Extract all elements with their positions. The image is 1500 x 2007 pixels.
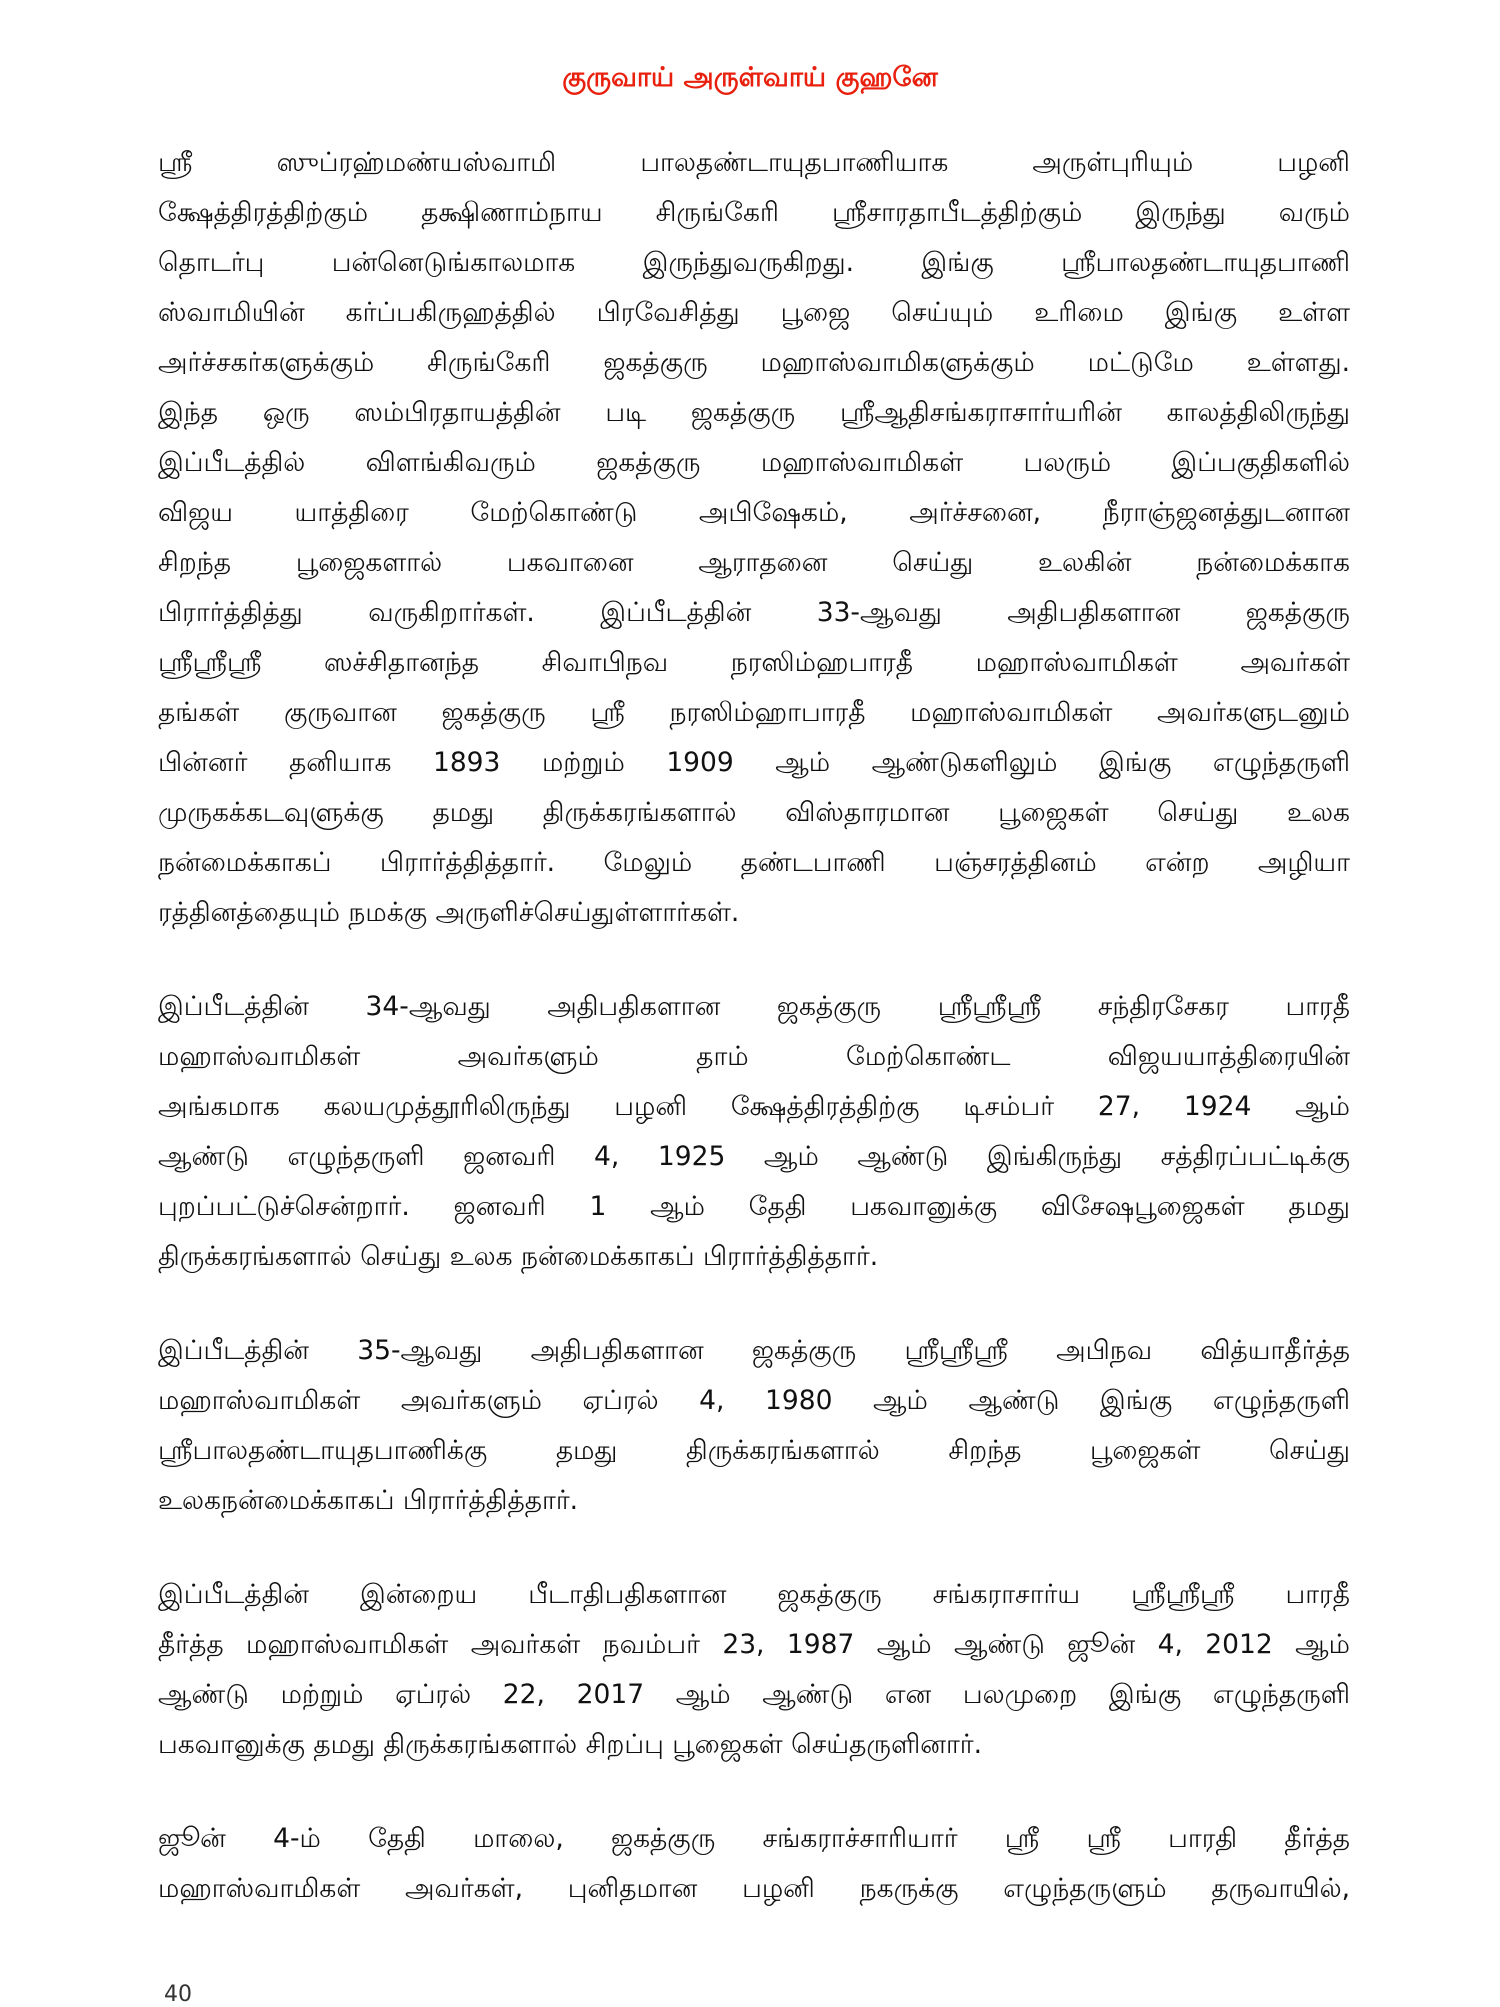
text-line: இப்பீடத்தின் இன்றைய பீடாதிபதிகளான ஜகத்குரு சங்கராசார்ய ஸ்ரீஸ்ரீஸ்ரீ பாரதீ — [158, 1579, 1350, 1610]
text-line: மஹாஸ்வாமிகள் அவர்களும் ஏப்ரல் 4, 1980 ஆம் ஆண்டு இங்கு எழுந்தருளி — [158, 1385, 1350, 1416]
text-line: இப்பீடத்தின் 35-ஆவது அதிபதிகளான ஜகத்குரு ஸ்ரீஸ்ரீஸ்ரீ அபிநவ வித்யாதீர்த்த — [158, 1335, 1350, 1366]
text-line: க்ஷேத்திரத்திற்கும் தக்ஷிணாம்நாய சிருங்கேரி ஸ்ரீசாரதாபீடத்திற்கும் இருந்து வரும் — [158, 197, 1350, 228]
text-line: முருகக்கடவுளுக்கு தமது திருக்கரங்களால் விஸ்தாரமான பூஜைகள் செய்து உலக — [158, 797, 1350, 828]
text-line: அங்கமாக கலயமுத்தூரிலிருந்து பழனி க்ஷேத்திரத்திற்கு டிசம்பர் 27, 1924 ஆம் — [158, 1091, 1350, 1122]
text-line: விஜய யாத்திரை மேற்கொண்டு அபிஷேகம், அர்ச்சனை, நீராஞ்ஜனத்துடனான — [158, 497, 1350, 528]
text-line: ஸ்வாமியின் கர்ப்பகிருஹத்தில் பிரவேசித்து பூஜை செய்யும் உரிமை இங்கு உள்ள — [158, 297, 1350, 328]
paragraph-2 — [158, 982, 1350, 1282]
text-line: மஹாஸ்வாமிகள் அவர்கள், புனிதமான பழனி நகருக்கு எழுந்தருளும் தருவாயில், — [158, 1873, 1350, 1904]
text-line: பிரார்த்தித்து வருகிறார்கள். இப்பீடத்தின் 33-ஆவது அதிபதிகளான ஜகத்குரு — [158, 597, 1350, 628]
text-line: சிறந்த பூஜைகளால் பகவானை ஆராதனை செய்து உலகின் நன்மைக்காக — [158, 547, 1350, 578]
page-number: 40 — [164, 1982, 192, 2007]
text-line: தீர்த்த மஹாஸ்வாமிகள் அவர்கள் நவம்பர் 23, 1987 ஆம் ஆண்டு ஜூன் 4, 2012 ஆம் — [158, 1629, 1350, 1660]
paragraph-5 — [158, 1814, 1350, 1914]
text-line: ஸ்ரீ ஸுப்ரஹ்மண்யஸ்வாமி பாலதண்டாயுதபாணியாக அருள்புரியும் பழனி — [158, 147, 1350, 178]
text-line: அர்ச்சகர்களுக்கும் சிருங்கேரி ஜகத்குரு மஹாஸ்வாமிகளுக்கும் மட்டுமே உள்ளது. — [158, 347, 1350, 378]
text-line: ஆண்டு மற்றும் ஏப்ரல் 22, 2017 ஆம் ஆண்டு என பலமுறை இங்கு எழுந்தருளி — [158, 1679, 1350, 1710]
paragraph-3 — [158, 1326, 1350, 1526]
paragraph-4 — [158, 1570, 1350, 1770]
text-line: பின்னர் தனியாக 1893 மற்றும் 1909 ஆம் ஆண்டுகளிலும் இங்கு எழுந்தருளி — [158, 747, 1350, 778]
text-line: இப்பீடத்தில் விளங்கிவரும் ஜகத்குரு மஹாஸ்வாமிகள் பலரும் இப்பகுதிகளில் — [158, 447, 1350, 478]
text-line: புறப்பட்டுச்சென்றார். ஜனவரி 1 ஆம் தேதி பகவானுக்கு விசேஷபூஜைகள் தமது — [158, 1191, 1350, 1222]
text-line: இப்பீடத்தின் 34-ஆவது அதிபதிகளான ஜகத்குரு ஸ்ரீஸ்ரீஸ்ரீ சந்திரசேகர பாரதீ — [158, 991, 1350, 1022]
page-title: குருவாய் அருள்வாய் குஹனே — [562, 62, 938, 93]
text-line: பகவானுக்கு தமது திருக்கரங்களால் சிறப்பு பூஜைகள் செய்தருளினார். — [158, 1729, 983, 1760]
paragraph-1 — [158, 138, 1350, 938]
text-line: மஹாஸ்வாமிகள் அவர்களும் தாம் மேற்கொண்ட விஜயயாத்திரையின் — [158, 1041, 1350, 1072]
text-line: ஸ்ரீபாலதண்டாயுதபாணிக்கு தமது திருக்கரங்களால் சிறந்த பூஜைகள் செய்து — [158, 1435, 1350, 1466]
text-line: திருக்கரங்களால் செய்து உலக நன்மைக்காகப் பிரார்த்தித்தார். — [158, 1241, 879, 1272]
text-line: ஆண்டு எழுந்தருளி ஜனவரி 4, 1925 ஆம் ஆண்டு இங்கிருந்து சத்திரப்பட்டிக்கு — [158, 1141, 1350, 1172]
text-line: இந்த ஒரு ஸம்பிரதாயத்தின் படி ஜகத்குரு ஸ்ரீஆதிசங்கராசார்யரின் காலத்திலிருந்து — [158, 397, 1350, 428]
text-line: நன்மைக்காகப் பிரார்த்தித்தார். மேலும் தண்டபாணி பஞ்சரத்தினம் என்ற அழியா — [158, 847, 1350, 878]
text-line: தங்கள் குருவான ஜகத்குரு ஸ்ரீ நரஸிம்ஹாபாரதீ மஹாஸ்வாமிகள் அவர்களுடனும் — [158, 697, 1350, 728]
document-body — [158, 138, 1350, 1958]
text-line: ஸ்ரீஸ்ரீஸ்ரீ ஸச்சிதானந்த சிவாபிநவ நரஸிம்ஹபாரதீ மஹாஸ்வாமிகள் அவர்கள் — [158, 647, 1350, 678]
text-line: ரத்தினத்தையும் நமக்கு அருளிச்செய்துள்ளார்கள். — [158, 897, 740, 928]
text-line: ஜூன் 4-ம் தேதி மாலை, ஜகத்குரு சங்கராச்சாரியார் ஸ்ரீ ஸ்ரீ பாரதி தீர்த்த — [158, 1823, 1350, 1854]
text-line: தொடர்பு பன்னெடுங்காலமாக இருந்துவருகிறது. இங்கு ஸ்ரீபாலதண்டாயுதபாணி — [158, 247, 1350, 278]
text-line: உலகநன்மைக்காகப் பிரார்த்தித்தார். — [158, 1485, 579, 1516]
